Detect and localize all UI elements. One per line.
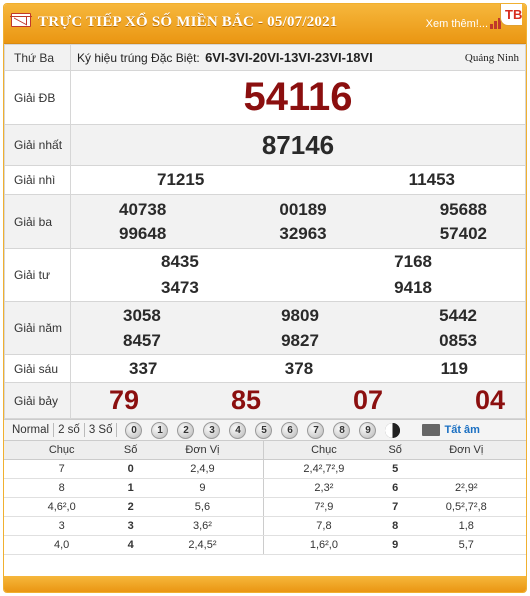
- digit-5-button[interactable]: 5: [255, 422, 272, 439]
- loto-cell-chuc-r: 1,6²,0: [263, 535, 383, 554]
- prize-number: 7168: [394, 252, 432, 271]
- filter-bar: [4, 419, 526, 441]
- loto-cell-chuc-r: 2,3²: [263, 478, 383, 497]
- loto-row: [4, 497, 526, 516]
- loto-cell-so-r: 9: [384, 535, 407, 554]
- loto-cell-so-r: 5: [384, 459, 407, 478]
- prize-nhi-row: [5, 166, 526, 195]
- digit-7-button[interactable]: 7: [307, 422, 324, 439]
- digit-4-button[interactable]: 4: [229, 422, 246, 439]
- day-label: Thứ Ba: [5, 45, 71, 71]
- bar-chart-icon[interactable]: [490, 17, 500, 29]
- digit-8-button[interactable]: 8: [333, 422, 350, 439]
- prize-number: 378: [284, 358, 314, 378]
- loto-cell-chuc-l: 4,6²,0: [4, 497, 119, 516]
- loto-cell-dv-l: 9: [142, 478, 263, 497]
- loto-cell-dv-r: 5,7: [407, 535, 526, 554]
- loto-cell-so-r: 6: [384, 478, 407, 497]
- province: Quảng Ninh: [464, 51, 519, 64]
- prize-tu-row: [5, 249, 526, 302]
- special-prize-number: 54116: [243, 75, 353, 119]
- loto-cell-so-l: 2: [119, 497, 142, 516]
- prize-number: 40738: [119, 199, 167, 219]
- loto-cell-dv-r: 1,8: [407, 516, 526, 535]
- loto-cell-so-l: 0: [119, 459, 142, 478]
- prize-label: Giải sáu: [5, 355, 71, 383]
- prize-number: 71215: [157, 170, 205, 189]
- loto-cell-chuc-r: 2,4²,7²,9: [263, 459, 383, 478]
- prize-number: 0853: [439, 331, 477, 350]
- column-header: Chục: [263, 441, 383, 459]
- page-title: TRỰC TIẾP XỔ SỐ MIỀN BẮC - 05/07/2021: [38, 14, 338, 30]
- loto-row: [4, 478, 526, 497]
- digit-0-button[interactable]: 0: [125, 422, 142, 439]
- tab-normal[interactable]: Normal: [4, 423, 54, 437]
- digit-3-button[interactable]: 3: [203, 422, 220, 439]
- prize-number: 9827: [281, 331, 319, 350]
- prize-number: 57402: [439, 223, 487, 243]
- tab-3-so[interactable]: 3 Số: [85, 423, 118, 437]
- prize-number: 337: [129, 358, 158, 378]
- prize-ba-row: [5, 195, 526, 249]
- loto-cell-dv-r: 2²,9²: [407, 478, 526, 497]
- loto-cell-dv-l: 2,4,5²: [142, 535, 263, 554]
- loto-row: [4, 535, 526, 554]
- info-row: [5, 45, 526, 71]
- prize-label: Giải tư: [5, 249, 71, 302]
- prize-label: Giải nhì: [5, 166, 71, 195]
- special-code-cell: [71, 45, 526, 71]
- loto-cell-chuc-l: 8: [4, 478, 119, 497]
- footer-bar: [4, 576, 526, 592]
- column-header: Chục: [4, 441, 119, 459]
- prize-nam-row: [5, 302, 526, 355]
- loto-cell-so-l: 1: [119, 478, 142, 497]
- results-table: [4, 44, 526, 419]
- prize-number: 00189: [279, 199, 327, 219]
- column-header: Đơn Vị: [407, 441, 526, 459]
- special-code-label: Ký hiệu trúng Đặc Biệt:: [77, 51, 200, 65]
- digit-9-button[interactable]: 9: [359, 422, 376, 439]
- loto-cell-chuc-l: 3: [4, 516, 119, 535]
- prize-number: 3473: [161, 278, 199, 297]
- column-header: Số: [119, 441, 142, 459]
- logo: TB: [500, 4, 522, 26]
- prize-label: Giải bảy: [5, 383, 71, 419]
- column-header: Số: [384, 441, 407, 459]
- digit-2-button[interactable]: 2: [177, 422, 194, 439]
- prize-label: Giải ĐB: [5, 71, 71, 125]
- prize-db-row: [5, 71, 526, 125]
- loto-cell-chuc-l: 4,0: [4, 535, 119, 554]
- loto-cell-dv-l: 3,6²: [142, 516, 263, 535]
- prize-number: 8457: [123, 331, 161, 350]
- loto-cell-dv-r: [407, 459, 526, 478]
- prize-number: 79: [109, 385, 140, 415]
- special-codes: 6VI-3VI-20VI-13VI-23VI-18VI: [205, 50, 373, 65]
- prize-nhat-row: [5, 125, 526, 166]
- prize-bay-row: [5, 383, 526, 419]
- prize-label: Giải ba: [5, 195, 71, 249]
- prize-number: 99648: [119, 223, 167, 243]
- loto-table: [4, 441, 526, 555]
- digit-6-button[interactable]: 6: [281, 422, 298, 439]
- lottery-results-widget: [3, 3, 527, 593]
- prize-number: 32963: [279, 223, 327, 243]
- prize-number: 9809: [281, 306, 319, 325]
- prize-number: 11453: [408, 170, 455, 189]
- prize-number: 8435: [161, 252, 199, 271]
- loto-cell-so-r: 7: [384, 497, 407, 516]
- prize-number: 87146: [261, 129, 335, 160]
- loto-cell-dv-l: 5,6: [142, 497, 263, 516]
- prize-number: 07: [352, 385, 384, 415]
- all-numbers-link[interactable]: Tất âm: [444, 424, 480, 436]
- prize-number: 3058: [123, 306, 161, 325]
- prize-number: 85: [230, 385, 262, 415]
- column-header: Đơn Vị: [142, 441, 263, 459]
- tab-2-so[interactable]: 2 số: [54, 423, 85, 437]
- yin-yang-icon[interactable]: [385, 423, 400, 438]
- prize-sau-row: [5, 355, 526, 383]
- loto-row: [4, 459, 526, 478]
- mail-icon: [11, 13, 31, 27]
- loto-cell-so-l: 3: [119, 516, 142, 535]
- loto-row: [4, 516, 526, 535]
- loto-header-row: [4, 441, 526, 459]
- prize-number: 119: [440, 358, 468, 378]
- loto-cell-chuc-r: 7,8: [263, 516, 383, 535]
- loto-cell-so-r: 8: [384, 516, 407, 535]
- loto-cell-dv-l: 2,4,9: [142, 459, 263, 478]
- loto-cell-dv-r: 0,5²,7²,8: [407, 497, 526, 516]
- loto-cell-so-l: 4: [119, 535, 142, 554]
- see-more-link[interactable]: Xem thêm!...: [425, 18, 488, 30]
- loto-cell-chuc-l: 7: [4, 459, 119, 478]
- prize-number: 04: [474, 385, 505, 415]
- prize-label: Giải năm: [5, 302, 71, 355]
- header-bar: [4, 4, 526, 44]
- digit-1-button[interactable]: 1: [151, 422, 168, 439]
- prize-label: Giải nhất: [5, 125, 71, 166]
- prize-number: 95688: [439, 199, 487, 219]
- loto-cell-chuc-r: 7²,9: [263, 497, 383, 516]
- prize-number: 9418: [394, 278, 432, 297]
- prize-number: 5442: [439, 306, 477, 325]
- table-icon[interactable]: [422, 424, 440, 436]
